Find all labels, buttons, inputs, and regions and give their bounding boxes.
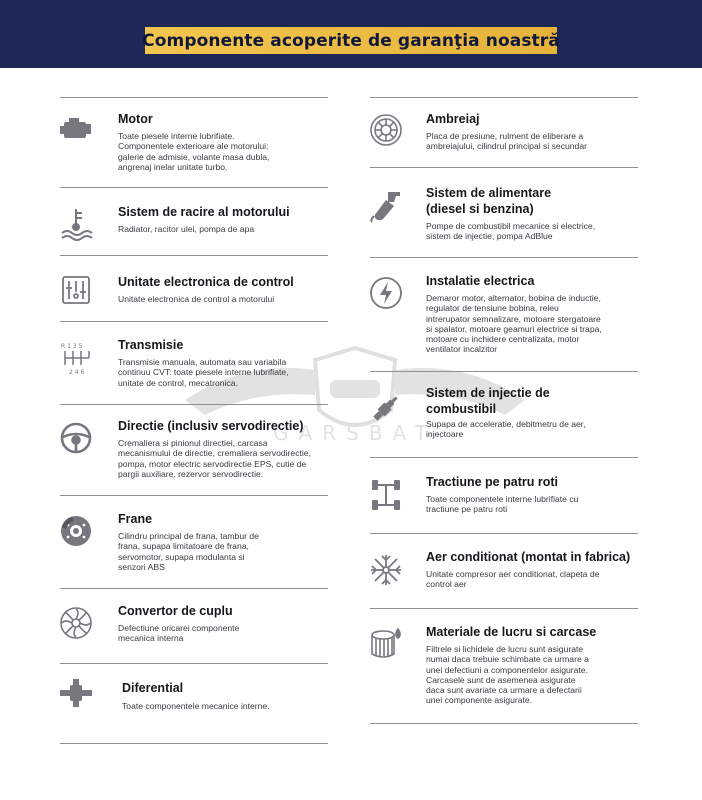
item-description: Cilindru principal de frana, tambur de frana, supapa limitatoare de frana, servomotor, supapa modulanta si senzori ABS: [118, 531, 259, 572]
watermark-text: GARSBAT: [273, 421, 437, 445]
divider: [60, 404, 328, 405]
header-bar: [0, 0, 702, 68]
item-title: Sistem de alimentare (diesel si benzina): [426, 186, 552, 216]
coolant-icon: [58, 205, 94, 241]
divider: [370, 457, 638, 458]
page-title: Componente acoperite de garanţia noastră: [145, 27, 557, 54]
brake-disc-icon: [58, 513, 94, 549]
differential-icon: [58, 675, 94, 711]
item-description: Defectiune oricarei componente mecanica interna: [118, 623, 240, 644]
engine-icon: [58, 112, 94, 148]
divider: [60, 663, 328, 664]
item-title: Directie (inclusiv servodirectie): [118, 419, 304, 433]
item-title: Materiale de lucru si carcase: [426, 625, 597, 639]
item-title: Unitate electronica de control: [118, 275, 294, 289]
divider: [370, 533, 638, 534]
divider: [370, 723, 638, 724]
clutch-icon: [368, 112, 404, 148]
divider: [60, 321, 328, 322]
item-description: Radiator, racitor ulei, pompa de apa: [118, 224, 255, 234]
item-title: Motor: [118, 112, 153, 126]
item-title: Aer conditionat (montat in fabrica): [426, 550, 631, 564]
item-title: Sistem de injectie de combustibil: [426, 386, 550, 416]
item-description: Filtrele si lichidele de lucru sunt asigurate numai daca trebuie schimbate ca urmare a unei defectiuni a componentelor asigurate. Carcasele sunt de asemenea asigurate daca sunt avariate ca urmare a defectarii unei componente asigurate.: [426, 644, 589, 706]
item-title: Tractiune pe patru roti: [426, 475, 558, 489]
item-title: Ambreiaj: [426, 112, 480, 126]
fuel-nozzle-icon: [368, 188, 404, 224]
divider: [60, 495, 328, 496]
item-title: Diferential: [122, 681, 184, 695]
air-conditioning-icon: [368, 552, 404, 588]
item-title: Transmisie: [118, 338, 184, 352]
item-description: Placa de presiune, rulment de eliberare a ambreiajului, cilindrul principal si secundar: [426, 131, 587, 152]
gearbox-icon: [58, 340, 94, 376]
electric-icon: [368, 275, 404, 311]
divider: [60, 255, 328, 256]
item-description: Transmisie manuala, automata sau variabila continuu CVT: toate piesele interne lubrifiate, unitate de control, mecatronica.: [118, 357, 289, 388]
item-description: Toate componentele interne lubrifiate cu tractiune pe patru roti: [426, 494, 579, 515]
item-title: Convertor de cuplu: [118, 604, 233, 618]
item-description: Unitate electronica de control a motorului: [118, 294, 275, 304]
fuel-injector-icon: [368, 390, 404, 426]
item-description: Pompe de combustibil mecanice si electrice, sistem de injectie, pompa AdBlue: [426, 221, 596, 242]
ecu-icon: [58, 272, 94, 308]
item-title: Sistem de racire al motorului: [118, 205, 290, 219]
item-description: Demaror motor, alternator, bobina de inductie, regulator de tensiune bobina, releu intrerupator semnalizare, motoare stergatoare si spalator, motoare geamuri electrice si trapa, motoare cu inchidere centralizata, motor ventilator incalzitor: [426, 293, 602, 355]
four-wheel-drive-icon: [368, 477, 404, 513]
item-description: Supapa de acceleratie, debitmetru de aer, injectoare: [426, 419, 586, 440]
divider: [60, 97, 328, 98]
steering-wheel-icon: [58, 420, 94, 456]
divider: [60, 743, 328, 744]
divider: [60, 588, 328, 589]
item-description: Toate componentele mecanice interne.: [122, 701, 270, 711]
item-title: Instalatie electrica: [426, 274, 535, 288]
item-description: Cremaliera si pinionul directiei, carcasa mecanismului de directie, cremaliera servodirectie, pompa, motor electric servodirectie EPS, cutie de pargii auxiliare, rezervor servodirectie.: [118, 438, 311, 479]
svg-text:2 4 6: 2 4 6: [69, 369, 85, 376]
item-description: Toate piesele interne lubrifiate. Componentele exterioare ale motorului: galerie de admisie, volante masa dubla, angrenaj inelar unitate turbo.: [118, 131, 270, 172]
divider: [370, 371, 638, 372]
divider: [370, 167, 638, 168]
divider: [370, 257, 638, 258]
filter-icon: [368, 625, 404, 661]
item-description: Unitate compresor aer conditionat, clapeta de control aer: [426, 569, 600, 590]
divider: [370, 608, 638, 609]
svg-text:R 1 3 5: R 1 3 5: [61, 343, 83, 350]
divider: [370, 97, 638, 98]
torque-converter-icon: [58, 605, 94, 641]
divider: [60, 187, 328, 188]
item-title: Frane: [118, 512, 153, 526]
